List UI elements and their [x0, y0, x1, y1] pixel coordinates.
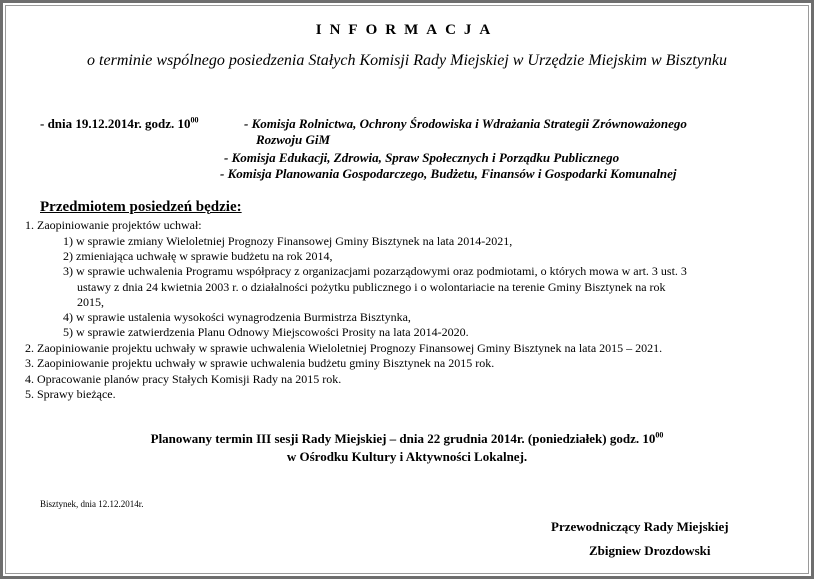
place-date: Bisztynek, dnia 12.12.2014r.	[40, 499, 144, 509]
document-subtitle: o terminie wspólnego posiedzenia Stałych Komisji Rady Miejskiej w Urzędzie Miejskim w Bisztynku	[87, 52, 727, 69]
signatory-name: Zbigniew Drozdowski	[589, 543, 711, 558]
meeting-date: - dnia 19.12.2014r. godz. $10^{00}$	[40, 115, 199, 131]
agenda-subitem: 4) w sprawie ustalenia wysokości wynagrodzenia Burmistrza Bisztynka,	[63, 310, 411, 324]
committee-1: - Komisja Rolnictwa, Ochrony Środowiska i Wdrażania Strategii Zrównoważonego	[244, 116, 687, 131]
agenda-subitem: 5) w sprawie zatwierdzenia Planu Odnowy Miejscowości Prosity na lata 2014-2020.	[63, 325, 469, 339]
signatory-role: Przewodniczący Rady Miejskiej	[551, 519, 729, 534]
agenda-item: 4. Opracowanie planów pracy Stałych Komisji Rady na 2015 rok.	[25, 372, 342, 386]
agenda-item: 2. Zaopiniowanie projektu uchwały w sprawie uchwalenia Wieloletniej Prognozy Finansowej Gminy Bisztynek na lata 2015 – 2021.	[25, 341, 663, 355]
session-line-1: Planowany termin III sesji Rady Miejskiej – dnia 22 grudnia 2014r. (poniedziałek) godz. $10^{00}$	[150, 430, 664, 446]
document-title: INFORMACJA	[315, 22, 499, 38]
agenda-subitem: 2) zmieniająca uchwałę w sprawie budżetu na rok 2014,	[63, 249, 333, 263]
agenda-subitem-cont: ustawy z dnia 24 kwietnia 2003 r. o działalności pożytku publicznego i o wolontariacie na terenie Gminy Bisztynek na rok	[77, 280, 666, 294]
session-line-2: w Ośrodku Kultury i Aktywności Lokalnej.	[286, 449, 528, 464]
agenda-item: 5. Sprawy bieżące.	[25, 387, 116, 401]
agenda-subitem: 3) w sprawie uchwalenia Programu współpracy z organizacjami pozarządowymi oraz podmiotami, o których mowa w art. 3 ust. 3	[63, 264, 687, 278]
agenda-subitem: 1) w sprawie zmiany Wieloletniej Prognozy Finansowej Gminy Bisztynek na lata 2014-2021,	[63, 234, 513, 248]
committee-1-cont: Rozwoju GiM	[256, 132, 331, 147]
agenda-subitem-cont: 2015,	[77, 295, 104, 309]
agenda-item: 1. Zaopiniowanie projektów uchwał:	[25, 218, 202, 232]
agenda-heading: Przedmiotem posiedzeń będzie:	[40, 199, 242, 215]
committee-2: - Komisja Edukacji, Zdrowia, Spraw Społecznych i Porządku Publicznego	[224, 150, 620, 165]
committee-3: - Komisja Planowania Gospodarczego, Budżetu, Finansów i Gospodarki Komunalnej	[220, 166, 677, 181]
agenda-item: 3. Zaopiniowanie projektu uchwały w sprawie uchwalenia budżetu gminy Bisztynek na 2015 rok.	[25, 356, 495, 370]
